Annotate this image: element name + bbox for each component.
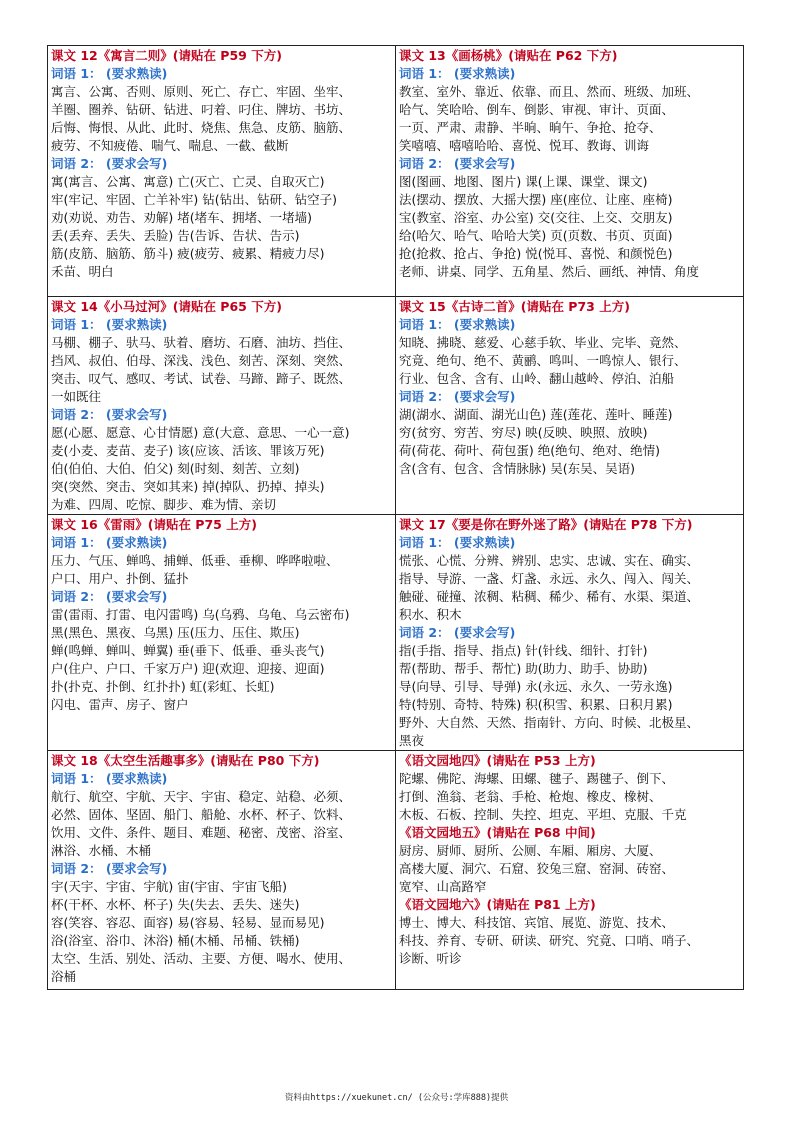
word-line: 给(哈欠、哈气、哈哈大笑) 页(页数、书页、页面) — [399, 228, 673, 243]
section-label: 词语 1： (要求熟读) — [51, 771, 168, 786]
word-line: 荷(荷花、荷叶、荷包蛋) 绝(绝句、绝对、绝情) — [399, 443, 660, 458]
lesson-18-cell — [48, 751, 396, 990]
word-line: 必然、固体、坚固、船门、船舱、水杯、杯子、饮料、 — [51, 807, 352, 822]
lesson-16-cell — [48, 515, 396, 751]
section-label: 词语 1： (要求熟读) — [51, 317, 168, 332]
word-line: 麦(小麦、麦苗、麦子) 该(应该、活该、罪该万死) — [51, 443, 325, 458]
lesson-title: 课文 14《小马过河》(请贴在 P65 下方) — [51, 299, 282, 314]
word-line: 湖(湖水、湖面、湖光山色) 莲(莲花、莲叶、睡莲) — [399, 407, 673, 422]
section-label: 词语 2： (要求会写) — [51, 589, 168, 604]
word-line: 一如既往 — [51, 389, 102, 404]
word-line: 伯(伯伯、大伯、伯父) 刻(时刻、刻苦、立刻) — [51, 461, 300, 476]
word-line: 科技、养育、专研、研读、研究、究竟、口哨、哨子、 — [399, 933, 700, 948]
word-line: 宇(天宇、宇宙、宇航) 宙(宇宙、宇宙飞船) — [51, 879, 287, 894]
lesson-12-cell — [48, 46, 396, 297]
word-line: 究竟、绝句、绝不、黄鹂、鸣叫、一鸣惊人、银行、 — [399, 353, 687, 368]
table-row — [48, 46, 744, 297]
word-line: 愿(心愿、愿意、心甘情愿) 意(大意、意思、一心一意) — [51, 425, 350, 440]
lesson-title: 课文 17《要是你在野外迷了路》(请贴在 P78 下方) — [399, 517, 693, 532]
word-line: 淋浴、水桶、木桶 — [51, 843, 152, 858]
word-line: 户(住户、户口、千家万户) 迎(欢迎、迎接、迎面) — [51, 661, 325, 676]
word-line: 指导、导游、一盏、灯盏、永远、永久、闯入、闯关、 — [399, 571, 700, 586]
word-line: 老师、讲桌、同学、五角星、然后、画纸、神情、角度 — [399, 264, 700, 279]
word-line: 筋(皮筋、脑筋、筋斗) 疲(疲劳、疲累、精疲力尽) — [51, 246, 325, 261]
word-line: 教室、室外、靠近、依靠、而且、然而、班级、加班、 — [399, 84, 700, 99]
section-label: 词语 1： (要求熟读) — [51, 66, 168, 81]
word-line: 饮用、文件、条件、题目、难题、秘密、茂密、浴室、 — [51, 825, 352, 840]
section-label: 词语 2： (要求会写) — [399, 389, 516, 404]
word-line: 抢(抢救、抢占、争抢) 悦(悦耳、喜悦、和颜悦色) — [399, 246, 673, 261]
word-line: 闪电、雷声、房子、窗户 — [51, 697, 189, 712]
word-line: 陀螺、佛陀、海螺、田螺、毽子、踢毽子、倒下、 — [399, 771, 675, 786]
word-line: 笑嘻嘻、嘻嘻哈哈、喜悦、悦耳、教诲、训诲 — [399, 138, 650, 153]
word-line: 厨房、厨师、厨所、公厕、车厢、厢房、大厦、 — [399, 843, 662, 858]
section-label: 词语 1： (要求熟读) — [399, 535, 516, 550]
word-line: 帮(帮助、帮手、帮忙) 助(助力、助手、协助) — [399, 661, 648, 676]
word-line: 黑夜 — [399, 733, 425, 748]
word-line: 慌张、心慌、分辨、辨别、忠实、忠诚、实在、确实、 — [399, 553, 700, 568]
word-line: 触碰、碰撞、浓稠、粘稠、稀少、稀有、水渠、渠道、 — [399, 589, 700, 604]
page-footer: 资料由https://xuekunet.cn/ (公众号:学库888)提供 — [284, 1093, 509, 1103]
table-row — [48, 515, 744, 751]
word-line: 寓(寓言、公寓、寓意) 亡(灭亡、亡灵、自取灭亡) — [51, 174, 325, 189]
lesson-14-cell — [48, 297, 396, 515]
word-line: 后悔、悔恨、从此、此时、烧焦、焦急、皮筋、脑筋、 — [51, 120, 352, 135]
word-line: 穷(贫穷、穷苦、穷尽) 映(反映、映照、放映) — [399, 425, 648, 440]
lesson-13-cell — [396, 46, 744, 297]
word-line: 雷(雷雨、打雷、电闪雷鸣) 乌(乌鸦、乌龟、乌云密布) — [51, 607, 350, 622]
word-line: 积水、积木 — [399, 607, 462, 622]
word-line: 指(手指、指导、指点) 针(针线、细针、打针) — [399, 643, 648, 658]
word-line: 挡风、叔伯、伯母、深浅、浅色、刻苦、深刻、突然、 — [51, 353, 352, 368]
word-line: 黑(黑色、黑夜、乌黑) 压(压力、压住、欺压) — [51, 625, 300, 640]
word-line: 图(图画、地图、图片) 课(上课、课堂、课文) — [399, 174, 648, 189]
lesson-title: 《语文园地六》(请贴在 P81 上方) — [399, 897, 596, 912]
lesson-17-cell — [396, 515, 744, 751]
word-line: 蝉(鸣蝉、蝉叫、蝉翼) 垂(垂下、低垂、垂头丧气) — [51, 643, 325, 658]
word-line: 马棚、棚子、驮马、驮着、磨坊、石磨、油坊、挡住、 — [51, 335, 352, 350]
word-line: 法(摆动、摆放、大摇大摆) 座(座位、让座、座椅) — [399, 192, 673, 207]
section-label: 词语 2： (要求会写) — [399, 625, 516, 640]
word-line: 羊圈、圈养、钻研、钻进、叼着、叼住、牌坊、书坊、 — [51, 102, 352, 117]
section-label: 词语 1： (要求熟读) — [399, 66, 516, 81]
word-line: 太空、生活、别处、活动、主要、方便、喝水、使用、 — [51, 951, 352, 966]
word-line: 疲劳、不知疲倦、喘气、喘息、一截、截断 — [51, 138, 289, 153]
section-label: 词语 2： (要求会写) — [51, 156, 168, 171]
word-line: 寓言、公寓、否则、原则、死亡、存亡、牢固、坐牢、 — [51, 84, 352, 99]
section-label: 词语 1： (要求熟读) — [399, 317, 516, 332]
word-line: 宽窄、山高路窄 — [399, 879, 487, 894]
word-line: 博士、博大、科技馆、宾馆、展览、游览、技术、 — [399, 915, 675, 930]
yuwen-yuandi-cell — [396, 751, 744, 990]
word-line: 浴(浴室、浴巾、沐浴) 桶(木桶、吊桶、铁桶) — [51, 933, 300, 948]
lesson-title: 《语文园地四》(请贴在 P53 上方) — [399, 753, 596, 768]
word-line: 丢(丢弃、丢失、丢脸) 告(告诉、告状、告示) — [51, 228, 300, 243]
word-line: 突(突然、突击、突如其来) 掉(掉队、扔掉、掉头) — [51, 479, 325, 494]
word-line: 户口、用户、扑倒、猛扑 — [51, 571, 189, 586]
word-line: 行业、包含、含有、山岭、翻山越岭、停泊、泊船 — [399, 371, 675, 386]
word-line: 高楼大厦、洞穴、石窟、狡兔三窟、窑洞、砖窑、 — [399, 861, 675, 876]
word-line: 特(特别、奇特、特殊) 积(积雪、积累、日积月累) — [399, 697, 673, 712]
word-line: 木板、石板、控制、失控、坦克、平坦、克服、千克 — [399, 807, 687, 822]
section-label: 词语 2： (要求会写) — [51, 861, 168, 876]
word-line: 浴桶 — [51, 969, 77, 984]
lesson-15-cell — [396, 297, 744, 515]
word-line: 容(笑容、容忍、面容) 易(容易、轻易、显而易见) — [51, 915, 325, 930]
word-line: 野外、大自然、天然、指南针、方向、时候、北极星、 — [399, 715, 700, 730]
word-line: 压力、气压、蝉鸣、捕蝉、低垂、垂柳、哗哗啦啦、 — [51, 553, 339, 568]
word-line: 牢(牢记、牢固、亡羊补牢) 钻(钻出、钻研、钻空子) — [51, 192, 337, 207]
word-line: 一页、严肃、肃静、半晌、晌午、争抢、抢夺、 — [399, 120, 662, 135]
word-line: 禾苗、明白 — [51, 264, 114, 279]
word-line: 航行、航空、宇航、天宇、宇宙、稳定、站稳、必须、 — [51, 789, 352, 804]
word-line: 为难、四周、吃惊、脚步、难为情、亲切 — [51, 497, 277, 512]
word-line: 诊断、听诊 — [399, 951, 462, 966]
section-label: 词语 2： (要求会写) — [399, 156, 516, 171]
word-line: 突击、叹气、感叹、考试、试卷、马蹄、蹄子、既然、 — [51, 371, 352, 386]
lesson-title: 课文 18《太空生活趣事多》(请贴在 P80 下方) — [51, 753, 320, 768]
word-line: 含(含有、包含、含情脉脉) 吴(东吴、吴语) — [399, 461, 635, 476]
vocab-table — [47, 45, 744, 990]
section-label: 词语 1： (要求熟读) — [51, 535, 168, 550]
word-line: 知晓、拂晓、慈爱、心慈手软、毕业、完毕、竟然、 — [399, 335, 687, 350]
lesson-title: 课文 16《雷雨》(请贴在 P75 上方) — [51, 517, 257, 532]
lesson-title: 课文 15《古诗二首》(请贴在 P73 上方) — [399, 299, 630, 314]
word-line: 扑(扑克、扑倒、红扑扑) 虹(彩虹、长虹) — [51, 679, 275, 694]
lesson-title: 《语文园地五》(请贴在 P68 中间) — [399, 825, 596, 840]
word-line: 哈气、笑哈哈、倒车、倒影、审视、审计、页面、 — [399, 102, 675, 117]
table-row — [48, 297, 744, 515]
word-line: 杯(干杯、水杯、杯子) 失(失去、丢失、迷失) — [51, 897, 300, 912]
lesson-title: 课文 13《画杨桃》(请贴在 P62 下方) — [399, 48, 618, 63]
table-row — [48, 751, 744, 990]
word-line: 劝(劝说、劝告、劝解) 堵(堵车、拥堵、一堵墙) — [51, 210, 312, 225]
section-label: 词语 2： (要求会写) — [51, 407, 168, 422]
word-line: 打倒、渔翁、老翁、手枪、枪炮、橡皮、橡树、 — [399, 789, 662, 804]
lesson-title: 课文 12《寓言二则》(请贴在 P59 下方) — [51, 48, 282, 63]
word-line: 宝(教室、浴室、办公室) 交(交往、上交、交朋友) — [399, 210, 673, 225]
word-line: 导(向导、引导、导弹) 永(永远、永久、一劳永逸) — [399, 679, 673, 694]
